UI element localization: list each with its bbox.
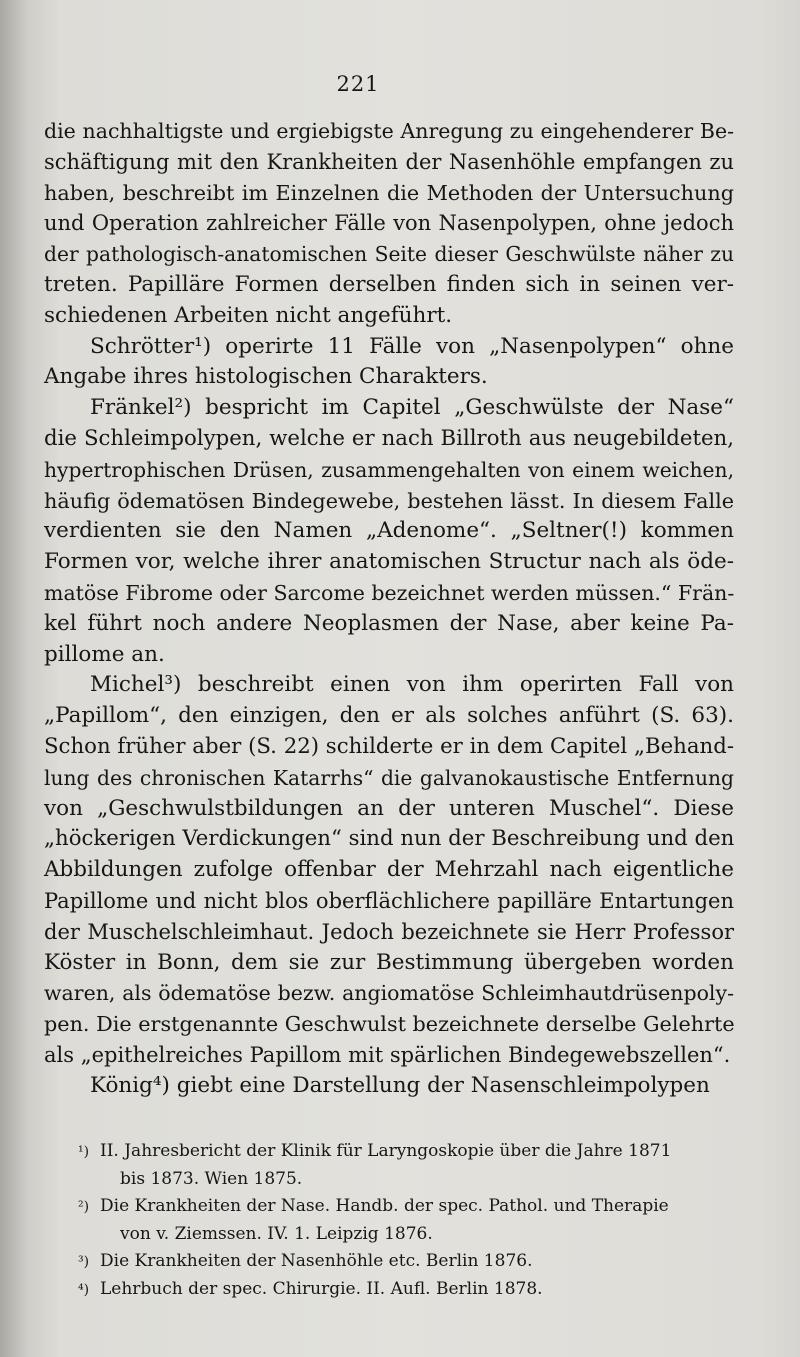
text-line: verdienten sie den Namen „Adenome“. „Seltner(!) kommen [44,518,734,544]
footnote-mark: ¹) [78,1144,90,1160]
text-line: haben, beschreibt im Einzelnen die Methoden der Untersuchung [44,180,734,205]
text-line: König⁴) giebt eine Darstellung der Nasenschleimpolypen [90,1072,710,1098]
text-line: schiedenen Arbeiten nicht angeführt. [44,302,453,328]
text-line: Formen vor, welche ihrer anatomischen Structur nach als öde- [44,549,734,575]
footnote-text: Die Krankheiten der Nasenhöhle etc. Berlin 1876. [100,1251,533,1271]
footnote-mark: ²) [78,1199,90,1215]
text-line: häufig ödematösen Bindegewebe, bestehen lässt. In diesem Falle [44,488,734,513]
text-line: Angabe ihres histologischen Charakters. [44,364,488,390]
paragraph [44,1071,734,1102]
text-line: pen. Die erstgenannte Geschwulst bezeichnete derselbe Gelehrte [44,1012,735,1037]
paragraph [44,332,734,394]
paragraph [44,670,734,1070]
text-line: Papillome und nicht blos oberflächlichere papilläre Entartungen [44,888,734,913]
footnote-mark: ⁴) [78,1282,90,1298]
paragraph [44,116,734,332]
body-text [44,116,734,1102]
footnote-mark: ³) [78,1254,90,1270]
text-line: treten. Papilläre Formen derselben finden sich in seinen ver- [44,271,734,297]
text-line: als „epithelreiches Papillom mit spärlichen Bindegewebszellen“. [44,1042,731,1067]
footnote [78,1193,760,1248]
text-line: Schon früher aber (S. 22) schilderte er in dem Capitel „Behand- [44,733,734,759]
text-line: die nachhaltigste und ergiebigste Anregung zu eingehenderer Be- [44,119,734,143]
text-line: waren, als ödematöse bezw. angiomatöse Schleimhautdrüsenpoly- [44,981,734,1006]
text-line: Abbildungen zufolge offenbar der Mehrzahl nach eigentliche [44,857,734,883]
footnote [78,1138,760,1193]
text-line: „höckerigen Verdickungen“ sind nun der Beschreibung und den [44,826,735,852]
footnote-text: bis 1873. Wien 1875. [120,1169,303,1189]
text-line: hypertrophischen Drüsen, zusammengehalten von einem weichen, [44,457,734,482]
footnote-text: von v. Ziemssen. IV. 1. Leipzig 1876. [120,1224,433,1244]
text-line: die Schleimpolypen, welche er nach Billroth aus neugebildeten, [44,425,734,451]
text-line: schäftigung mit den Krankheiten der Nasenhöhle empfangen zu [44,149,734,174]
text-line: pillome an. [44,641,165,667]
text-line: „Papillom“, den einzigen, den er als solches anführt (S. 63). [44,703,734,729]
text-line: der Muschelschleimhaut. Jedoch bezeichnete sie Herr Professor [44,919,734,944]
text-line: der pathologisch-anatomischen Seite dieser Geschwülste näher zu [44,242,734,267]
footnote-text: Die Krankheiten der Nase. Handb. der spec. Pathol. und Therapie [100,1196,669,1216]
text-line: matöse Fibrome oder Sarcome bezeichnet werden müssen.“ Frän- [44,580,735,605]
footnotes [78,1138,760,1304]
page-number: 221 [336,72,380,96]
text-line: Fränkel²) bespricht im Capitel „Geschwülste der Nase“ [90,395,734,421]
paragraph [44,393,734,670]
footnote-text: Lehrbuch der spec. Chirurgie. II. Aufl. Berlin 1878. [100,1279,543,1299]
text-line: lung des chronischen Katarrhs“ die galvanokaustische Entfernung [44,765,734,790]
footnote-text: II. Jahresbericht der Klinik für Laryngoskopie über die Jahre 1871 [100,1141,672,1161]
text-line: und Operation zahlreicher Fälle von Nasenpolypen, ohne jedoch [44,211,734,236]
text-line: kel führt noch andere Neoplasmen der Nase, aber keine Pa- [44,610,734,636]
footnote [78,1248,760,1276]
text-line: Michel³) beschreibt einen von ihm operirten Fall von [90,672,734,698]
text-line: von „Geschwulstbildungen an der unteren Muschel“. Diese [44,795,734,821]
text-line: Köster in Bonn, dem sie zur Bestimmung übergeben worden [44,949,734,975]
footnote [78,1276,760,1304]
text-line: Schrötter¹) operirte 11 Fälle von „Nasenpolypen“ ohne [90,333,734,359]
